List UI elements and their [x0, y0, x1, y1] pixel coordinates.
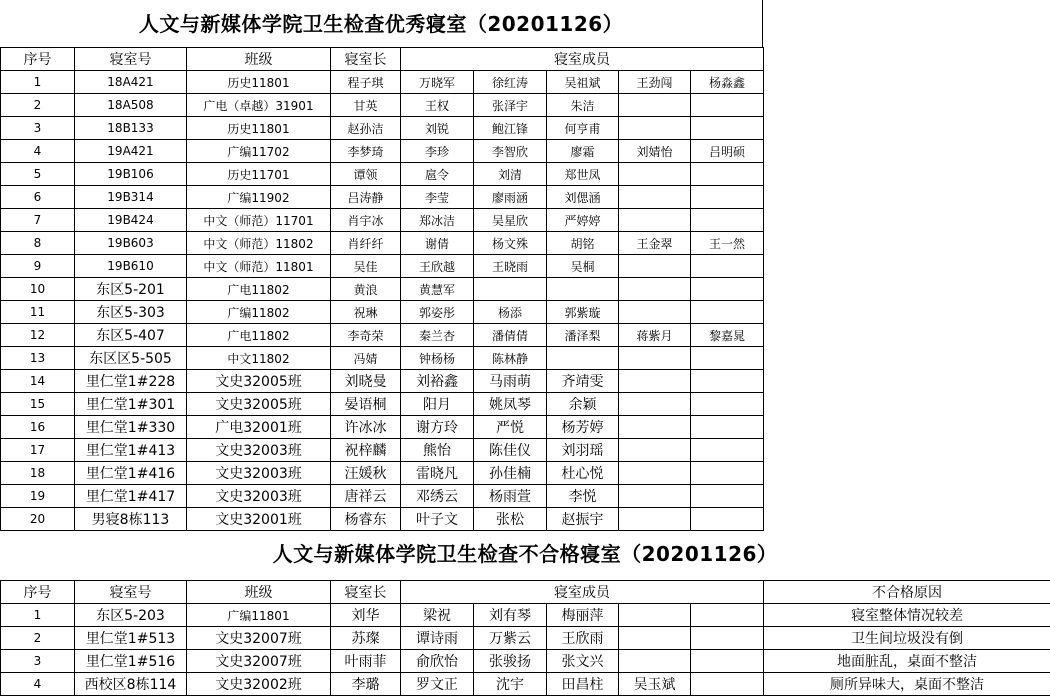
cell-member[interactable]: 王欣雨 — [547, 627, 619, 650]
cell-member[interactable]: 陈佳仪 — [474, 439, 547, 462]
cell-leader[interactable]: 晏语桐 — [331, 393, 401, 416]
cell-member[interactable]: 郭紫璇 — [547, 301, 619, 324]
cell-class[interactable]: 历史11801 — [187, 71, 331, 94]
cell-index[interactable]: 4 — [1, 140, 75, 163]
cell-member[interactable] — [619, 462, 691, 485]
cell-room[interactable]: 18B133 — [75, 117, 187, 140]
cell-index[interactable]: 15 — [1, 393, 75, 416]
cell-class[interactable]: 广编11702 — [187, 140, 331, 163]
cell-member[interactable]: 熊怡 — [401, 439, 474, 462]
cell-room[interactable]: 里仁堂1#301 — [75, 393, 187, 416]
table-row — [1, 393, 764, 416]
cell-member[interactable]: 刘锐 — [401, 117, 474, 140]
cell-member[interactable]: 张骏扬 — [474, 650, 547, 673]
cell-leader[interactable]: 苏璨 — [331, 627, 401, 650]
cell-class[interactable]: 文史32003班 — [187, 485, 331, 508]
cell-room[interactable]: 里仁堂1#228 — [75, 370, 187, 393]
cell-member[interactable] — [691, 186, 764, 209]
cell-class[interactable]: 历史11701 — [187, 163, 331, 186]
cell-member[interactable] — [691, 117, 764, 140]
cell-room[interactable]: 东区区5-505 — [75, 347, 187, 370]
cell-class[interactable]: 广电32001班 — [187, 416, 331, 439]
cell-member[interactable]: 王权 — [401, 94, 474, 117]
table-row — [1, 117, 764, 140]
cell-member[interactable]: 吴玉斌 — [619, 673, 691, 696]
cell-member[interactable] — [619, 370, 691, 393]
cell-member[interactable] — [691, 604, 764, 627]
cell-leader[interactable]: 杨睿东 — [331, 508, 401, 531]
cell-member[interactable]: 何亨甫 — [547, 117, 619, 140]
table-row — [1, 673, 1050, 696]
cell-member[interactable]: 蒋紫月 — [619, 324, 691, 347]
cell-member[interactable]: 姚凤琴 — [474, 393, 547, 416]
cell-member[interactable]: 廖雨涵 — [474, 186, 547, 209]
cell-member[interactable]: 潘倩倩 — [474, 324, 547, 347]
cell-member[interactable]: 马雨萌 — [474, 370, 547, 393]
cell-class[interactable]: 文史32005班 — [187, 393, 331, 416]
cell-class[interactable]: 广编11802 — [187, 301, 331, 324]
excellent-dorms-title: 人文与新媒体学院卫生检查优秀寝室（20201126） — [138, 12, 624, 36]
cell-member[interactable] — [619, 650, 691, 673]
cell-member[interactable]: 阳月 — [401, 393, 474, 416]
cell-member[interactable] — [691, 416, 764, 439]
header-reason[interactable]: 不合格原因 — [764, 581, 1050, 604]
cell-leader[interactable]: 李璐 — [331, 673, 401, 696]
cell-leader[interactable]: 刘晓曼 — [331, 370, 401, 393]
cell-member[interactable]: 谢方玲 — [401, 416, 474, 439]
cell-class[interactable]: 中文（师范）11801 — [187, 255, 331, 278]
cell-class[interactable]: 文史32007班 — [187, 627, 331, 650]
cell-member[interactable]: 田昌柱 — [547, 673, 619, 696]
table-row — [1, 604, 1050, 627]
table-row — [1, 324, 764, 347]
cell-leader[interactable]: 祝琳 — [331, 301, 401, 324]
cell-member[interactable]: 齐靖雯 — [547, 370, 619, 393]
cell-leader[interactable]: 冯婧 — [331, 347, 401, 370]
cell-member[interactable]: 鲍江锋 — [474, 117, 547, 140]
cell-member[interactable]: 万晓军 — [401, 71, 474, 94]
cell-room[interactable]: 里仁堂1#516 — [75, 650, 187, 673]
cell-member[interactable]: 杨雨萱 — [474, 485, 547, 508]
cell-index[interactable]: 9 — [1, 255, 75, 278]
cell-leader[interactable]: 祝梓麟 — [331, 439, 401, 462]
cell-room[interactable]: 男寝8栋113 — [75, 508, 187, 531]
cell-index[interactable]: 8 — [1, 232, 75, 255]
table-row — [1, 370, 764, 393]
cell-member[interactable] — [691, 627, 764, 650]
cell-room[interactable]: 18A421 — [75, 71, 187, 94]
cell-member[interactable]: 杨芳婷 — [547, 416, 619, 439]
cell-member[interactable]: 李智欣 — [474, 140, 547, 163]
cell-leader[interactable]: 吕涛静 — [331, 186, 401, 209]
cell-room[interactable]: 18A508 — [75, 94, 187, 117]
header-members[interactable]: 寝室成员 — [401, 581, 764, 604]
cell-room[interactable]: 19B314 — [75, 186, 187, 209]
cell-member[interactable] — [691, 485, 764, 508]
cell-member[interactable]: 朱洁 — [547, 94, 619, 117]
header-leader[interactable]: 寝室长 — [331, 581, 401, 604]
cell-room[interactable]: 19B106 — [75, 163, 187, 186]
failed-dorms-body — [1, 604, 1050, 696]
cell-member[interactable]: 胡铭 — [547, 232, 619, 255]
cell-member[interactable]: 刘偲涵 — [547, 186, 619, 209]
cell-member[interactable]: 廖霜 — [547, 140, 619, 163]
table-row — [1, 301, 764, 324]
cell-room[interactable]: 里仁堂1#330 — [75, 416, 187, 439]
cell-member[interactable]: 王劲闯 — [619, 71, 691, 94]
cell-leader[interactable]: 吴佳 — [331, 255, 401, 278]
table-row — [1, 71, 764, 94]
cell-index[interactable]: 7 — [1, 209, 75, 232]
cell-index[interactable]: 3 — [1, 650, 75, 673]
table-row — [1, 462, 764, 485]
cell-member[interactable] — [619, 604, 691, 627]
table-row — [1, 232, 764, 255]
table-header-row — [1, 581, 1050, 604]
table-row — [1, 186, 764, 209]
cell-member[interactable]: 俞欣怡 — [401, 650, 474, 673]
cell-leader[interactable]: 唐祥云 — [331, 485, 401, 508]
table-row — [1, 347, 764, 370]
cell-member[interactable] — [619, 163, 691, 186]
cell-member[interactable]: 谭诗雨 — [401, 627, 474, 650]
cell-member[interactable] — [691, 439, 764, 462]
cell-member[interactable]: 刘有琴 — [474, 604, 547, 627]
table-row — [1, 508, 764, 531]
table-row — [1, 485, 764, 508]
header-room[interactable]: 寝室号 — [75, 581, 187, 604]
cell-member[interactable]: 王金翠 — [619, 232, 691, 255]
cell-room[interactable]: 19B603 — [75, 232, 187, 255]
cell-member[interactable] — [619, 347, 691, 370]
cell-member[interactable]: 吕明硕 — [691, 140, 764, 163]
cell-member[interactable] — [691, 255, 764, 278]
cell-class[interactable]: 文史32007班 — [187, 650, 331, 673]
cell-room[interactable]: 里仁堂1#416 — [75, 462, 187, 485]
cell-member[interactable]: 潘泽梨 — [547, 324, 619, 347]
cell-member[interactable] — [691, 462, 764, 485]
cell-member[interactable]: 沈宇 — [474, 673, 547, 696]
cell-room[interactable]: 里仁堂1#513 — [75, 627, 187, 650]
cell-member[interactable]: 张泽宇 — [474, 94, 547, 117]
cell-member[interactable]: 刘清 — [474, 163, 547, 186]
cell-member[interactable] — [547, 278, 619, 301]
header-room[interactable]: 寝室号 — [75, 48, 187, 71]
cell-member[interactable] — [691, 508, 764, 531]
cell-member[interactable] — [619, 627, 691, 650]
cell-room[interactable]: 东区5-203 — [75, 604, 187, 627]
cell-member[interactable]: 杨淼鑫 — [691, 71, 764, 94]
cell-member[interactable]: 刘裕鑫 — [401, 370, 474, 393]
cell-reason[interactable]: 寝室整体情况较差 — [764, 604, 1050, 627]
cell-member[interactable]: 李悦 — [547, 485, 619, 508]
cell-member[interactable]: 王欣越 — [401, 255, 474, 278]
cell-member[interactable]: 杨添 — [474, 301, 547, 324]
cell-member[interactable]: 梁祝 — [401, 604, 474, 627]
cell-member[interactable]: 张松 — [474, 508, 547, 531]
cell-leader[interactable]: 肖纤纤 — [331, 232, 401, 255]
cell-index[interactable]: 11 — [1, 301, 75, 324]
cell-member[interactable] — [619, 416, 691, 439]
cell-member[interactable]: 黎嘉晁 — [691, 324, 764, 347]
cell-member[interactable] — [619, 301, 691, 324]
cell-member[interactable]: 万紫云 — [474, 627, 547, 650]
table-row — [1, 278, 764, 301]
cell-reason[interactable]: 厕所异味大，桌面不整洁 — [764, 673, 1050, 696]
cell-member[interactable]: 扈令 — [401, 163, 474, 186]
cell-member[interactable]: 王晓雨 — [474, 255, 547, 278]
header-class[interactable]: 班级 — [187, 48, 331, 71]
cell-member[interactable]: 严悦 — [474, 416, 547, 439]
cell-member[interactable]: 叶子文 — [401, 508, 474, 531]
cell-member[interactable] — [619, 508, 691, 531]
cell-member[interactable]: 孙佳楠 — [474, 462, 547, 485]
cell-leader[interactable]: 许冰冰 — [331, 416, 401, 439]
cell-leader[interactable]: 谭领 — [331, 163, 401, 186]
cell-class[interactable]: 文史32003班 — [187, 462, 331, 485]
cell-member[interactable]: 李珍 — [401, 140, 474, 163]
cell-member[interactable]: 钟杨杨 — [401, 347, 474, 370]
cell-member[interactable]: 谢倩 — [401, 232, 474, 255]
cell-member[interactable]: 张文兴 — [547, 650, 619, 673]
cell-member[interactable] — [691, 278, 764, 301]
cell-index[interactable]: 5 — [1, 163, 75, 186]
table-row — [1, 140, 764, 163]
table-row — [1, 439, 764, 462]
cell-index[interactable]: 18 — [1, 462, 75, 485]
cell-member[interactable]: 刘羽瑶 — [547, 439, 619, 462]
cell-member[interactable] — [619, 485, 691, 508]
cell-member[interactable]: 吴星欣 — [474, 209, 547, 232]
cell-member[interactable]: 杨文殊 — [474, 232, 547, 255]
cell-index[interactable]: 12 — [1, 324, 75, 347]
cell-reason[interactable]: 卫生间垃圾没有倒 — [764, 627, 1050, 650]
cell-member[interactable] — [619, 439, 691, 462]
cell-leader[interactable]: 程子琪 — [331, 71, 401, 94]
cell-index[interactable]: 1 — [1, 604, 75, 627]
cell-member[interactable] — [691, 347, 764, 370]
cell-member[interactable] — [619, 393, 691, 416]
table-row — [1, 209, 764, 232]
cell-member[interactable]: 罗文正 — [401, 673, 474, 696]
failed-dorms-title: 人文与新媒体学院卫生检查不合格寝室（20201126） — [272, 542, 778, 566]
cell-member[interactable]: 雷晓凡 — [401, 462, 474, 485]
cell-member[interactable] — [547, 347, 619, 370]
cell-index[interactable]: 6 — [1, 186, 75, 209]
cell-leader[interactable]: 赵孙洁 — [331, 117, 401, 140]
cell-member[interactable] — [619, 94, 691, 117]
cell-member[interactable]: 秦兰杏 — [401, 324, 474, 347]
cell-member[interactable]: 严婷婷 — [547, 209, 619, 232]
table-row — [1, 416, 764, 439]
cell-member[interactable] — [691, 370, 764, 393]
cell-room[interactable]: 西校区8栋114 — [75, 673, 187, 696]
cell-index[interactable]: 14 — [1, 370, 75, 393]
header-class[interactable]: 班级 — [187, 581, 331, 604]
cell-index[interactable]: 2 — [1, 627, 75, 650]
cell-room[interactable]: 东区5-201 — [75, 278, 187, 301]
header-index[interactable]: 序号 — [1, 48, 75, 71]
cell-class[interactable]: 广电11802 — [187, 324, 331, 347]
cell-index[interactable]: 20 — [1, 508, 75, 531]
cell-room[interactable]: 里仁堂1#417 — [75, 485, 187, 508]
cell-leader[interactable]: 肖宇冰 — [331, 209, 401, 232]
cell-index[interactable]: 17 — [1, 439, 75, 462]
cell-member[interactable]: 赵振宇 — [547, 508, 619, 531]
cell-leader[interactable]: 李奇荣 — [331, 324, 401, 347]
cell-member[interactable]: 郑冰洁 — [401, 209, 474, 232]
cell-member[interactable] — [691, 393, 764, 416]
cell-member[interactable] — [691, 94, 764, 117]
cell-member[interactable]: 黄慧军 — [401, 278, 474, 301]
cell-member[interactable] — [691, 209, 764, 232]
cell-room[interactable]: 19A421 — [75, 140, 187, 163]
cell-member[interactable]: 郑世凤 — [547, 163, 619, 186]
cell-member[interactable]: 邓绣云 — [401, 485, 474, 508]
table-row — [1, 650, 1050, 673]
cell-border-line — [762, 0, 763, 47]
cell-index[interactable]: 13 — [1, 347, 75, 370]
cell-reason[interactable]: 地面脏乱，桌面不整洁 — [764, 650, 1050, 673]
cell-class[interactable]: 广电11802 — [187, 278, 331, 301]
cell-class[interactable]: 中文（师范）11701 — [187, 209, 331, 232]
table-row — [1, 94, 764, 117]
cell-leader[interactable]: 汪媛秋 — [331, 462, 401, 485]
excellent-dorms-table — [0, 47, 764, 531]
cell-member[interactable]: 王一然 — [691, 232, 764, 255]
cell-class[interactable]: 广编11801 — [187, 604, 331, 627]
cell-member[interactable] — [619, 255, 691, 278]
cell-index[interactable]: 1 — [1, 71, 75, 94]
cell-class[interactable]: 文史32001班 — [187, 508, 331, 531]
cell-member[interactable]: 梅丽萍 — [547, 604, 619, 627]
table-row — [1, 627, 1050, 650]
cell-member[interactable] — [619, 117, 691, 140]
table-header-row — [1, 48, 764, 71]
cell-class[interactable]: 文史32003班 — [187, 439, 331, 462]
cell-index[interactable]: 4 — [1, 673, 75, 696]
cell-member[interactable]: 陈林静 — [474, 347, 547, 370]
cell-class[interactable]: 历史11801 — [187, 117, 331, 140]
cell-member[interactable] — [691, 301, 764, 324]
cell-member[interactable] — [619, 186, 691, 209]
cell-leader[interactable]: 黄浪 — [331, 278, 401, 301]
header-leader[interactable]: 寝室长 — [331, 48, 401, 71]
cell-room[interactable]: 19B610 — [75, 255, 187, 278]
cell-class[interactable]: 中文（师范）11802 — [187, 232, 331, 255]
cell-class[interactable]: 中文11802 — [187, 347, 331, 370]
cell-member[interactable]: 余颖 — [547, 393, 619, 416]
cell-index[interactable]: 2 — [1, 94, 75, 117]
cell-leader[interactable]: 李梦琦 — [331, 140, 401, 163]
cell-room[interactable]: 东区5-303 — [75, 301, 187, 324]
cell-leader[interactable]: 叶雨菲 — [331, 650, 401, 673]
cell-index[interactable]: 16 — [1, 416, 75, 439]
failed-dorms-table — [0, 580, 1050, 696]
table-row — [1, 163, 764, 186]
cell-index[interactable]: 3 — [1, 117, 75, 140]
cell-member[interactable] — [691, 673, 764, 696]
cell-room[interactable]: 里仁堂1#413 — [75, 439, 187, 462]
cell-member[interactable]: 杜心悦 — [547, 462, 619, 485]
cell-room[interactable]: 19B424 — [75, 209, 187, 232]
cell-member[interactable] — [474, 278, 547, 301]
cell-class[interactable]: 文史32002班 — [187, 673, 331, 696]
cell-class[interactable]: 文史32005班 — [187, 370, 331, 393]
cell-member[interactable]: 吴祖斌 — [547, 71, 619, 94]
header-index[interactable]: 序号 — [1, 581, 75, 604]
cell-member[interactable]: 刘婧怡 — [619, 140, 691, 163]
table-row — [1, 255, 764, 278]
cell-member[interactable] — [691, 650, 764, 673]
cell-leader[interactable]: 甘英 — [331, 94, 401, 117]
cell-index[interactable]: 10 — [1, 278, 75, 301]
cell-class[interactable]: 广编11902 — [187, 186, 331, 209]
cell-member[interactable]: 徐红涛 — [474, 71, 547, 94]
cell-class[interactable]: 广电（卓越）31901 — [187, 94, 331, 117]
cell-member[interactable] — [619, 278, 691, 301]
cell-member[interactable]: 吴桐 — [547, 255, 619, 278]
cell-member[interactable] — [691, 163, 764, 186]
cell-member[interactable]: 郭姿彤 — [401, 301, 474, 324]
cell-index[interactable]: 19 — [1, 485, 75, 508]
cell-leader[interactable]: 刘华 — [331, 604, 401, 627]
cell-member[interactable] — [619, 209, 691, 232]
cell-member[interactable]: 李莹 — [401, 186, 474, 209]
cell-room[interactable]: 东区5-407 — [75, 324, 187, 347]
header-members[interactable]: 寝室成员 — [401, 48, 764, 71]
excellent-dorms-body — [1, 71, 764, 531]
